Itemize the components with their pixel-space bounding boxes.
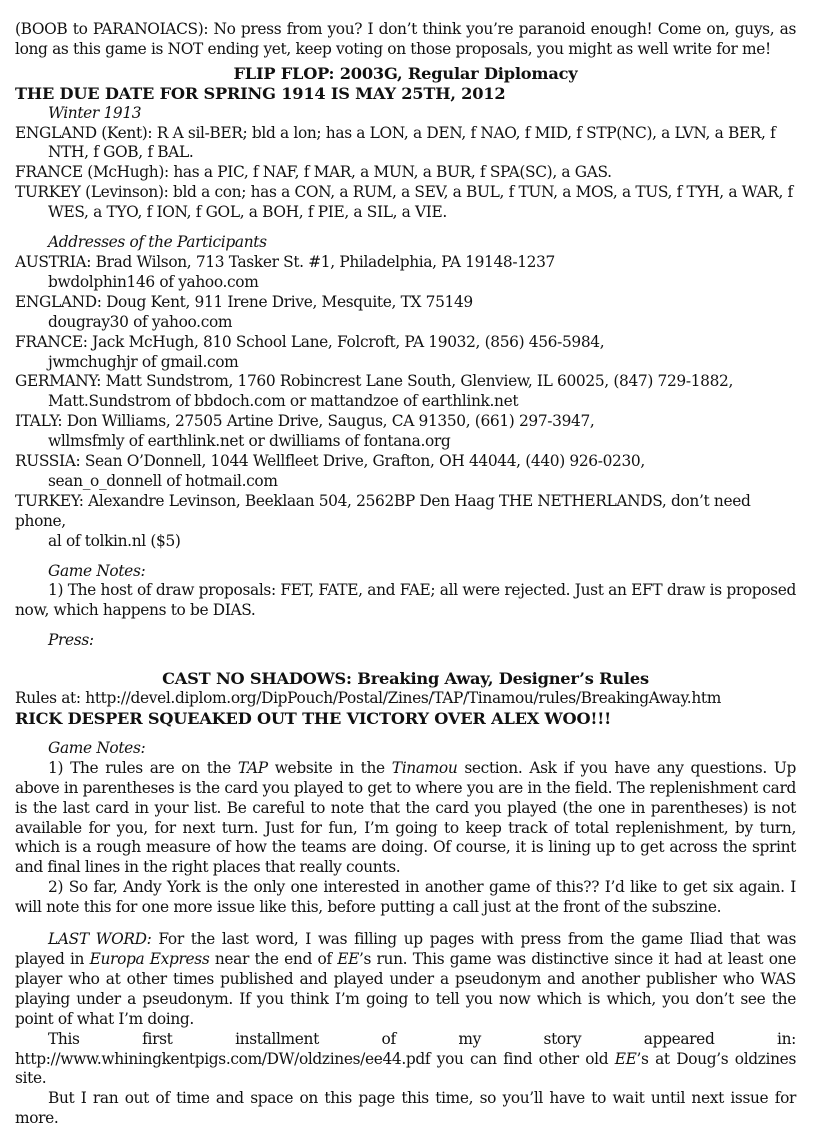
address-line: FRANCE: Jack McHugh, 810 School Lane, Folcroft, PA 19032, (856) 456-5984, [15, 332, 605, 351]
address-entry [15, 333, 796, 373]
game-note-paragraph: 2) So far, Andy York is the only one interested in another game of this?? I’d like to get six again. I will note this for one more issue like this, before putting a call just at the front of the subszine. [15, 878, 796, 917]
story-location-paragraph [15, 1030, 796, 1090]
ee-title: EE [337, 949, 359, 968]
address-line: AUSTRIA: Brad Wilson, 713 Tasker St. #1, Philadelphia, PA 19148-1237 [15, 252, 555, 271]
address-entry [15, 452, 796, 492]
paragraph-text: ’s at Doug’s oldzines site. [15, 1049, 796, 1088]
game-note-paragraph: 1) The host of draw proposals: FET, FATE, and FAE; all were rejected. Just an EFT draw is proposed now, which happens to be DIAS. [15, 581, 796, 620]
address-email: al of tolkin.nl ($5) [48, 531, 181, 550]
tinamou-reference: Tinamou [391, 758, 458, 777]
press-heading: Press: [48, 631, 94, 650]
address-line: RUSSIA: Sean O’Donnell, 1044 Wellfleet Drive, Grafton, OH 44044, (440) 926-0230, [15, 452, 645, 471]
cast-no-shadows-title: CAST NO SHADOWS: Breaking Away, Designer’s Rules [162, 669, 649, 689]
address-email: dougray30 of yahoo.com [48, 312, 233, 331]
note-text: section. Ask if you have any questions. Up above in parentheses is the card you played to get to where you are in the field. The replenishment card is the last card in your list. Be careful to note that the card you played (the one in parentheses) is not available for you, for next turn. Just for fun, I’m going to keep track of total replenishment, by turn, which is a rough measure of how the teams are doing. Of course, it is lining up to get across the sprint and final lines in the right places that really counts. [15, 758, 796, 877]
last-word-paragraph [15, 930, 796, 1030]
victory-headline: RICK DESPER SQUEAKED OUT THE VICTORY OVER ALEX WOO!!! [15, 709, 612, 728]
game-notes-heading: Game Notes: [48, 561, 146, 580]
paragraph-text: ’s run. This game was distinctive since it had at least one player who at other times published and played under a pseudonym and another publisher who WAS playing under a pseudonym. If you think I’m going to tell you now which is which, you don’t see the point of what I’m doing. [15, 949, 796, 1028]
address-email: wllmsfmly of earthlink.net or dwilliams of fontana.org [48, 432, 451, 451]
address-email: Matt.Sundstrom of bbdoch.com or mattandzoe of earthlink.net [48, 392, 519, 411]
flipflop-due-date: THE DUE DATE FOR SPRING 1914 IS MAY 25TH, 2012 [15, 83, 506, 103]
paragraph-text: This first installment of my story appeared in: http://www.whiningkentpigs.com/DW/oldzines/ee44.pdf you can find other old [15, 1029, 796, 1068]
europa-express-title: Europa Express [89, 949, 210, 968]
unit-entry-france: FRANCE (McHugh): has a PIC, f NAF, f MAR, a MUN, a BUR, f SPA(SC), a GAS. [15, 163, 612, 182]
address-email: bwdolphin146 of yahoo.com [48, 272, 259, 291]
address-line: ENGLAND: Doug Kent, 911 Irene Drive, Mesquite, TX 75149 [15, 292, 473, 311]
address-list [15, 253, 796, 552]
note-text: website in the [267, 758, 392, 777]
game-note-paragraph [15, 759, 796, 878]
last-word-label: LAST WORD: [48, 930, 152, 949]
closing-paragraph: But I ran out of time and space on this page this time, so you’ll have to wait until next issue for more. [15, 1089, 796, 1128]
document-page [15, 20, 796, 1129]
rules-url-line: Rules at: http://devel.diplom.org/DipPouch/Postal/Zines/TAP/Tinamou/rules/BreakingAway.htm [15, 689, 721, 708]
season-heading: Winter 1913 [48, 103, 142, 122]
paragraph-text: near the end of [209, 949, 338, 968]
address-line: GERMANY: Matt Sundstrom, 1760 Robincrest Lane South, Glenview, IL 60025, (847) 729-1882, [15, 372, 734, 391]
flipflop-title: FLIP FLOP: 2003G, Regular Diplomacy [233, 63, 578, 83]
ee-title: EE [614, 1049, 637, 1068]
game-notes-heading: Game Notes: [48, 738, 146, 757]
address-email: sean_o_donnell of hotmail.com [48, 471, 278, 490]
address-line: TURKEY: Alexandre Levinson, Beeklaan 504, 2562BP Den Haag THE NETHERLANDS, don’t need phone, [15, 491, 751, 530]
address-entry [15, 372, 796, 412]
address-entry [15, 293, 796, 333]
addresses-heading: Addresses of the Participants [48, 233, 267, 252]
address-line: ITALY: Don Williams, 27505 Artine Drive, Saugus, CA 91350, (661) 297-3947, [15, 412, 595, 431]
address-email: jwmchughjr of gmail.com [48, 352, 239, 371]
address-entry [15, 412, 796, 452]
note-text: 1) The rules are on the [48, 758, 238, 777]
unit-entry-england: ENGLAND (Kent): R A sil-BER; bld a lon; has a LON, a DEN, f NAO, f MID, f STP(NC), a LVN, a BER, f NTH, f GOB, f BAL. [15, 123, 776, 162]
intro-paragraph: (BOOB to PARANOIACS): No press from you? I don’t think you’re paranoid enough! Come on, guys, as long as this game is NOT ending yet, keep voting on those proposals, you might as well write for me! [15, 20, 796, 58]
paragraph-text: For the last word, I was filling up pages with press from the game Iliad that was played in [15, 930, 796, 968]
address-entry [15, 492, 796, 552]
tap-reference: TAP [237, 758, 268, 777]
address-entry [15, 253, 796, 293]
unit-list [15, 124, 796, 224]
unit-entry-turkey: TURKEY (Levinson): bld a con; has a CON, a RUM, a SEV, a BUL, f TUN, a MOS, a TUS, f TYH, a WAR, f WES, a TYO, f ION, f GOL, a BOH, f PIE, a SIL, a VIE. [15, 183, 793, 222]
